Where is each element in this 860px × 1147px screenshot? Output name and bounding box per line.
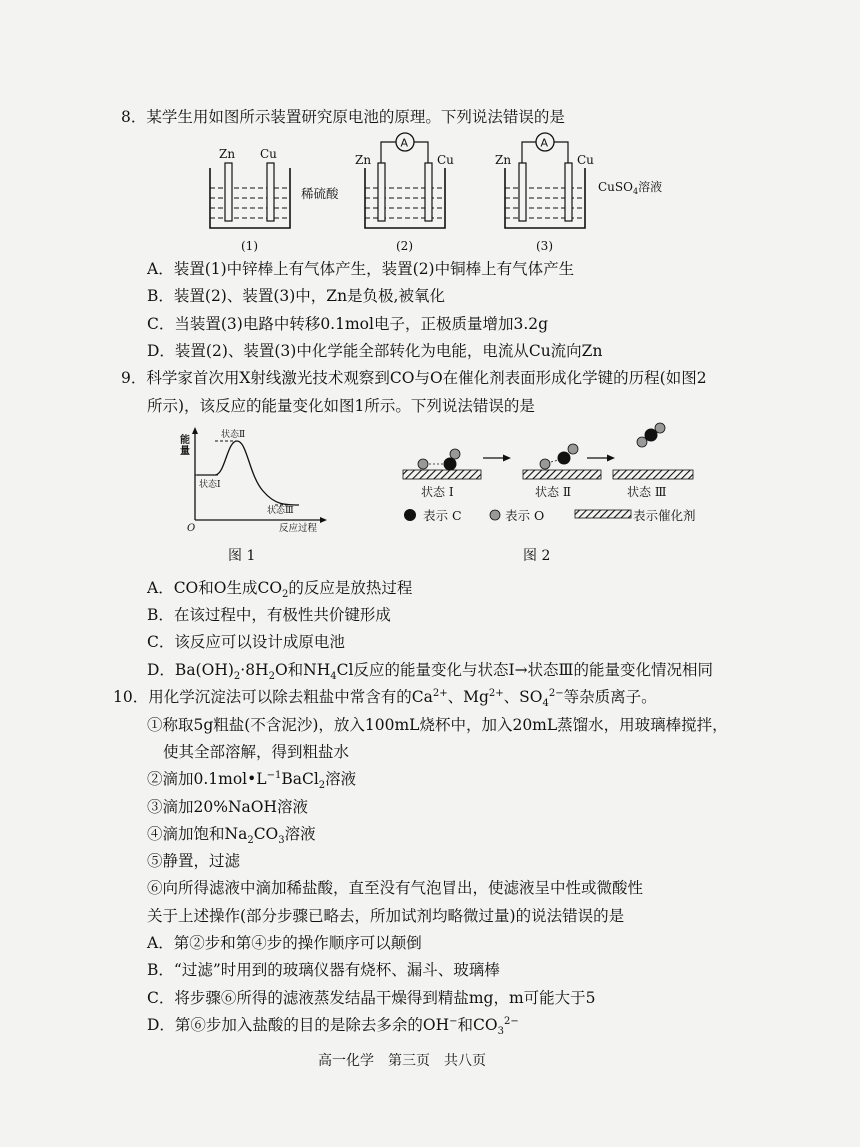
o-atom: [418, 459, 428, 469]
beaker-2: [355, 133, 454, 253]
fig2-caption: 图 2: [523, 548, 551, 564]
legend-c-dot: [404, 509, 416, 521]
beaker-1: [210, 147, 290, 253]
catalyst-surface-3: [613, 470, 693, 479]
o-atom: [655, 423, 665, 433]
q9-stem-line1: 9．科学家首次用X射线激光技术观察到CO与O在催化剂表面形成化学键的历程(如图2: [121, 369, 707, 387]
legend-catalyst-swatch: [575, 510, 631, 518]
energy-axis-label-1: 能: [180, 435, 190, 446]
q10-step3: ③滴加20%NaOH溶液: [147, 798, 308, 816]
cu-label-3: Cu: [577, 153, 594, 167]
catalyst-surface-1: [403, 470, 481, 479]
q9-energy-diagram: [175, 425, 345, 535]
ammeter-label-3: A: [540, 136, 549, 150]
q8-stem: 8．某学生用如图所示装置研究原电池的原理。下列说法错误的是: [121, 108, 565, 126]
fig1-caption: 图 1: [228, 548, 256, 564]
q9-option-c: C．该反应可以设计成原电池: [147, 633, 345, 651]
cuso4-label: CuSO$_4$溶液: [598, 180, 663, 196]
ammeter-label-2: A: [400, 136, 409, 150]
c-atom: [558, 452, 571, 465]
o-atom: [568, 444, 578, 454]
reaction-axis-label: 反应过程: [279, 523, 318, 534]
origin-label: O: [187, 523, 196, 534]
q10-step4: ④滴加饱和$Na_2CO_3$溶液: [147, 825, 316, 847]
o-atom: [637, 437, 647, 447]
energy-axis-label-2: 量: [180, 446, 190, 457]
q9-surface-diagram: [395, 418, 775, 533]
cu-label-1: Cu: [260, 147, 277, 161]
legend-o-dot: [490, 510, 500, 520]
cu-label-2: Cu: [437, 153, 454, 167]
q10-option-d: D．第⑥步加入盐酸的目的是除去多余的OH−和$CO_3^{2-}$: [147, 1015, 519, 1038]
caption-3: (3): [536, 239, 553, 253]
q8-apparatus-figure: [195, 128, 695, 258]
q10-step2: ②滴加$0.1mol•L^{-1}BaCl_2$溶液: [147, 769, 357, 792]
q9-option-a: A．CO和O生成$CO_2$的反应是放热过程: [147, 579, 413, 601]
q10-question: 关于上述操作(部分步骤已略去，所加试剂均略微过量)的说法错误的是: [147, 907, 625, 925]
q10-step1-line1: ①称取5g粗盐(不含泥沙)，放入100mL烧杯中，加入20mL蒸馏水，用玻璃棒搅拌，: [147, 716, 728, 734]
q10-stem: 10．用化学沉淀法可以除去粗盐中常含有的$Ca^{2+}$、$Mg^{2+}$、$SO_4^{2-}$等杂质离子。: [113, 687, 657, 710]
q10-option-c: C．将步骤⑥所得的滤液蒸发结晶干燥得到精盐mg，m可能大于5: [147, 989, 596, 1007]
state2-label-fig2: 状态 Ⅱ: [535, 485, 571, 499]
q8-option-a: A．装置(1)中锌棒上有气体产生，装置(2)中铜棒上有气体产生: [147, 260, 575, 278]
o-atom: [450, 449, 460, 459]
q8-option-b: B．装置(2)、装置(3)中，Zn是负极,被氧化: [147, 287, 445, 305]
zn-label-2: Zn: [355, 153, 372, 167]
q9-stem-line2: 所示)，该反应的能量变化如图1所示。下列说法错误的是: [147, 397, 535, 415]
page-footer: 高一化学 第三页 共八页: [318, 1053, 486, 1069]
q8-option-c: C．当装置(3)电路中转移0.1mol电子，正极质量增加3.2g: [147, 315, 549, 333]
zn-label-1: Zn: [219, 147, 236, 161]
state1-label-fig2: 状态 Ⅰ: [421, 485, 454, 499]
q10-step5: ⑤静置，过滤: [147, 852, 241, 870]
state3-label-fig2: 状态 Ⅲ: [627, 485, 667, 499]
legend-o: 表示 O: [505, 508, 545, 523]
state2-label-fig1: 状态Ⅱ: [221, 430, 246, 440]
catalyst-surface-2: [523, 470, 601, 479]
state1-label-fig1: 状态Ⅰ: [199, 480, 221, 490]
state3-label-fig1: 状态Ⅲ: [267, 506, 294, 516]
q10-step1-line2: 使其全部溶解，得到粗盐水: [163, 743, 350, 761]
q8-option-d: D．装置(2)、装置(3)中化学能全部转化为电能，电流从Cu流向Zn: [147, 342, 603, 360]
q10-option-b: B．“过滤”时用到的玻璃仪器有烧杯、漏斗、玻璃棒: [147, 961, 500, 979]
c-atom: [444, 458, 457, 471]
o-atom: [540, 459, 550, 469]
legend-catalyst: 表示催化剂: [633, 508, 696, 523]
zn-label-3: Zn: [495, 153, 512, 167]
legend-c: 表示 C: [423, 508, 462, 523]
caption-2: (2): [396, 239, 413, 253]
q9-option-b: B．在该过程中，有极性共价键形成: [147, 606, 391, 624]
caption-1: (1): [241, 239, 258, 253]
q10-step6: ⑥向所得滤液中滴加稀盐酸，直至没有气泡冒出，使滤液呈中性或微酸性: [147, 879, 644, 897]
q10-option-a: A．第②步和第④步的操作顺序可以颠倒: [147, 934, 422, 952]
beaker-3: [495, 133, 662, 253]
q9-option-d: D．$Ba(OH)_2\cdot 8H_2O$和$NH_4Cl$反应的能量变化与状态Ⅰ→状态Ⅲ的能量变化情况相同: [147, 661, 714, 683]
acid-label: 稀硫酸: [301, 186, 339, 201]
